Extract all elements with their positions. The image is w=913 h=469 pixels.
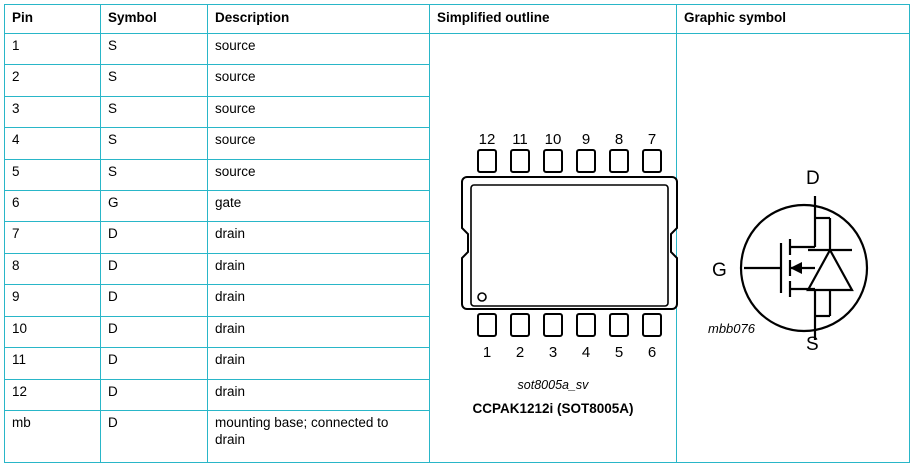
- cell-pin: 4: [5, 128, 101, 159]
- graphic-symbol-drawing-id: mbb076: [708, 320, 755, 336]
- cell-symbol: D: [101, 348, 208, 379]
- bottom-pin-label-4: 4: [581, 343, 591, 361]
- terminal-label-source: S: [806, 333, 819, 355]
- bottom-pin-label-5: 5: [614, 343, 624, 361]
- bottom-pin-label-6: 6: [647, 343, 657, 361]
- cell-symbol: S: [101, 159, 208, 190]
- column-header-description: Description: [208, 5, 430, 34]
- cell-pin: 6: [5, 190, 101, 221]
- top-pin-label-12: 12: [478, 130, 496, 148]
- table-header-row: [5, 5, 910, 34]
- cell-symbol: D: [101, 285, 208, 316]
- cell-pin: 9: [5, 285, 101, 316]
- table-row: [5, 33, 910, 64]
- cell-pin: 1: [5, 33, 101, 64]
- cell-pin: 3: [5, 96, 101, 127]
- pin-description-table: [4, 4, 910, 463]
- cell-description: drain: [208, 253, 430, 284]
- cell-pin: 12: [5, 379, 101, 410]
- cell-symbol: G: [101, 190, 208, 221]
- cell-pin: 8: [5, 253, 101, 284]
- cell-description: drain: [208, 316, 430, 347]
- cell-pin: mb: [5, 410, 101, 462]
- cell-description: source: [208, 33, 430, 64]
- bottom-pin-label-2: 2: [515, 343, 525, 361]
- cell-symbol: D: [101, 222, 208, 253]
- cell-description: drain: [208, 379, 430, 410]
- cell-simplified-outline: [430, 33, 677, 462]
- bottom-pin-label-1: 1: [482, 343, 492, 361]
- cell-description: source: [208, 96, 430, 127]
- cell-description: mounting base; connected to drain: [208, 410, 430, 462]
- cell-pin: 10: [5, 316, 101, 347]
- top-pin-label-7: 7: [647, 130, 657, 148]
- cell-description: drain: [208, 222, 430, 253]
- outline-drawing-id: sot8005a_sv: [517, 377, 589, 392]
- top-pin-label-11: 11: [512, 130, 528, 148]
- cell-symbol: S: [101, 96, 208, 127]
- column-header-simplified-outline: Simplified outline: [430, 5, 677, 34]
- top-pin-label-10: 10: [544, 130, 562, 148]
- cell-symbol: D: [101, 379, 208, 410]
- pin-configuration-sheet: [0, 4, 913, 469]
- cell-symbol: S: [101, 65, 208, 96]
- top-pin-label-8: 8: [614, 130, 624, 148]
- cell-description: source: [208, 65, 430, 96]
- cell-description: gate: [208, 190, 430, 221]
- cell-symbol: S: [101, 33, 208, 64]
- top-pin-label-9: 9: [581, 130, 591, 148]
- terminal-label-drain: D: [806, 167, 820, 189]
- cell-symbol: S: [101, 128, 208, 159]
- cell-description: drain: [208, 348, 430, 379]
- cell-symbol: D: [101, 253, 208, 284]
- table-body: [5, 33, 910, 462]
- column-header-graphic-symbol: Graphic symbol: [677, 5, 910, 34]
- cell-description: drain: [208, 285, 430, 316]
- cell-description: source: [208, 159, 430, 190]
- bottom-pin-label-3: 3: [548, 343, 558, 361]
- cell-symbol: D: [101, 410, 208, 462]
- cell-pin: 5: [5, 159, 101, 190]
- column-header-symbol: Symbol: [101, 5, 208, 34]
- outline-package-caption: CCPAK1212i (SOT8005A): [472, 400, 634, 416]
- cell-pin: 2: [5, 65, 101, 96]
- terminal-label-gate: G: [712, 259, 727, 281]
- simplified-outline-drawing: [437, 38, 669, 458]
- table-header: [5, 5, 910, 34]
- graphic-symbol-drawing: [684, 38, 902, 458]
- cell-graphic-symbol: [677, 33, 910, 462]
- cell-pin: 7: [5, 222, 101, 253]
- column-header-pin: Pin: [5, 5, 101, 34]
- cell-symbol: D: [101, 316, 208, 347]
- cell-description: source: [208, 128, 430, 159]
- graphic-symbol-terminal-labels: [684, 38, 913, 443]
- cell-pin: 11: [5, 348, 101, 379]
